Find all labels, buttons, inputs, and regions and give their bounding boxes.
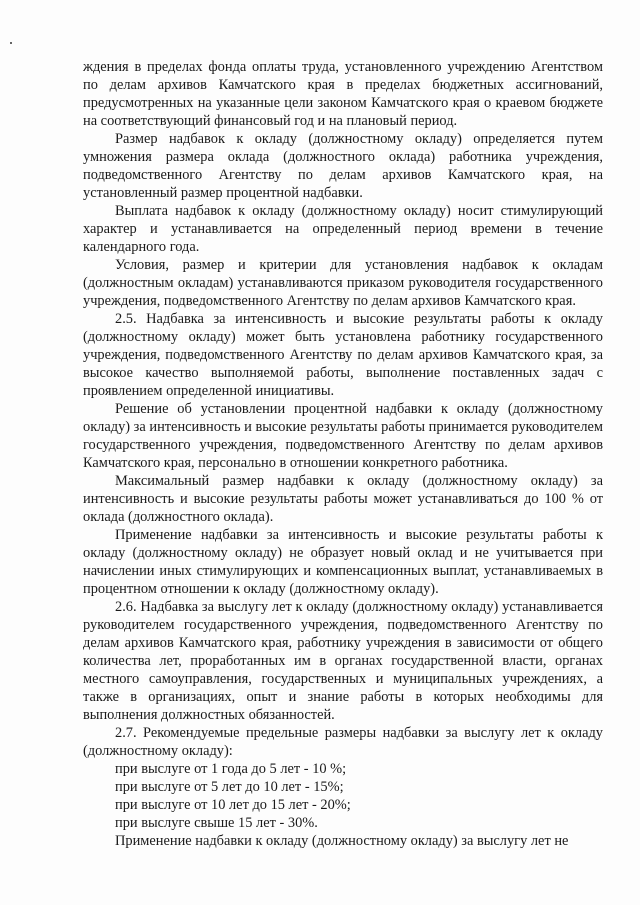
- paragraph-4: Условия, размер и критерии для установления надбавок к окладам (должностным окладам) устанавливаются приказом руководителя государственного учреждения, подведомственного Агентству по делам архивов Камчатского края.: [83, 257, 603, 309]
- document-body: [83, 58, 603, 850]
- list-item-2: при выслуге от 5 лет до 10 лет - 15%;: [115, 779, 344, 795]
- paragraph-6: Решение об установлении процентной надбавки к окладу (должностному окладу) за интенсивность и высокие результаты работы принимается руководителем государственного учреждения, подведомственного Агентству по делам архивов Камчатского края, персонально в отношении конкретного работника.: [83, 401, 603, 471]
- paragraph-2-7: 2.7. Рекомендуемые предельные размеры надбавки за выслугу лет к окладу (должностному окладу):: [83, 725, 603, 759]
- scan-speck: [10, 42, 12, 44]
- list-item-3: при выслуге от 10 лет до 15 лет - 20%;: [115, 797, 351, 813]
- paragraph-2: Размер надбавок к окладу (должностному окладу) определяется путем умножения размера оклада (должностного оклада) работника учреждения, подведомственного Агентству по делам архивов Камчатского края, на установленный размер процентной надбавки.: [83, 131, 603, 201]
- paragraph-2-5: 2.5. Надбавка за интенсивность и высокие результаты работы к окладу (должностному окладу) может быть установлена работнику государственного учреждения, подведомственного Агентству по делам архивов Камчатского края, за высокое качество выполняемой работы, выполнение поставленных задач с проявлением определенной инициативы.: [83, 311, 603, 399]
- list-item-1: при выслуге от 1 года до 5 лет - 10 %;: [115, 761, 347, 777]
- paragraph-7: Максимальный размер надбавки к окладу (должностному окладу) за интенсивность и высокие результаты работы может устанавливаться до 100 % от оклада (должностного оклада).: [83, 473, 603, 525]
- paragraph-1: ждения в пределах фонда оплаты труда, установленного учреждению Агентством по делам архивов Камчатского края в пределах бюджетных ассигнований, предусмотренных на указанные цели законом Камчатского края о краевом бюджете на соответствующий финансовый год и на плановый период.: [83, 59, 603, 129]
- list-item-4: при выслуге свыше 15 лет - 30%.: [115, 815, 318, 831]
- paragraph-8: Применение надбавки за интенсивность и высокие результаты работы к окладу (должностному окладу) не образует новый оклад и не учитывается при начислении иных стимулирующих и компенсационных выплат, устанавливаемых в процентном отношении к окладу (должностному окладу).: [83, 527, 603, 597]
- paragraph-final: Применение надбавки к окладу (должностному окладу) за выслугу лет не: [115, 833, 569, 849]
- paragraph-3: Выплата надбавок к окладу (должностному окладу) носит стимулирующий характер и устанавливается на определенный период времени в течение календарного года.: [83, 203, 603, 255]
- paragraph-2-6: 2.6. Надбавка за выслугу лет к окладу (должностному окладу) устанавливается руководителем государственного учреждения, подведомственного Агентству по делам архивов Камчатского края, работнику учреждения в зависимости от общего количества лет, проработанных им в органах государственной власти, органах местного самоуправления, государственных и муниципальных учреждениях, а также в организациях, опыт и знание работы в которых необходимы для выполнения должностных обязанностей.: [83, 599, 603, 723]
